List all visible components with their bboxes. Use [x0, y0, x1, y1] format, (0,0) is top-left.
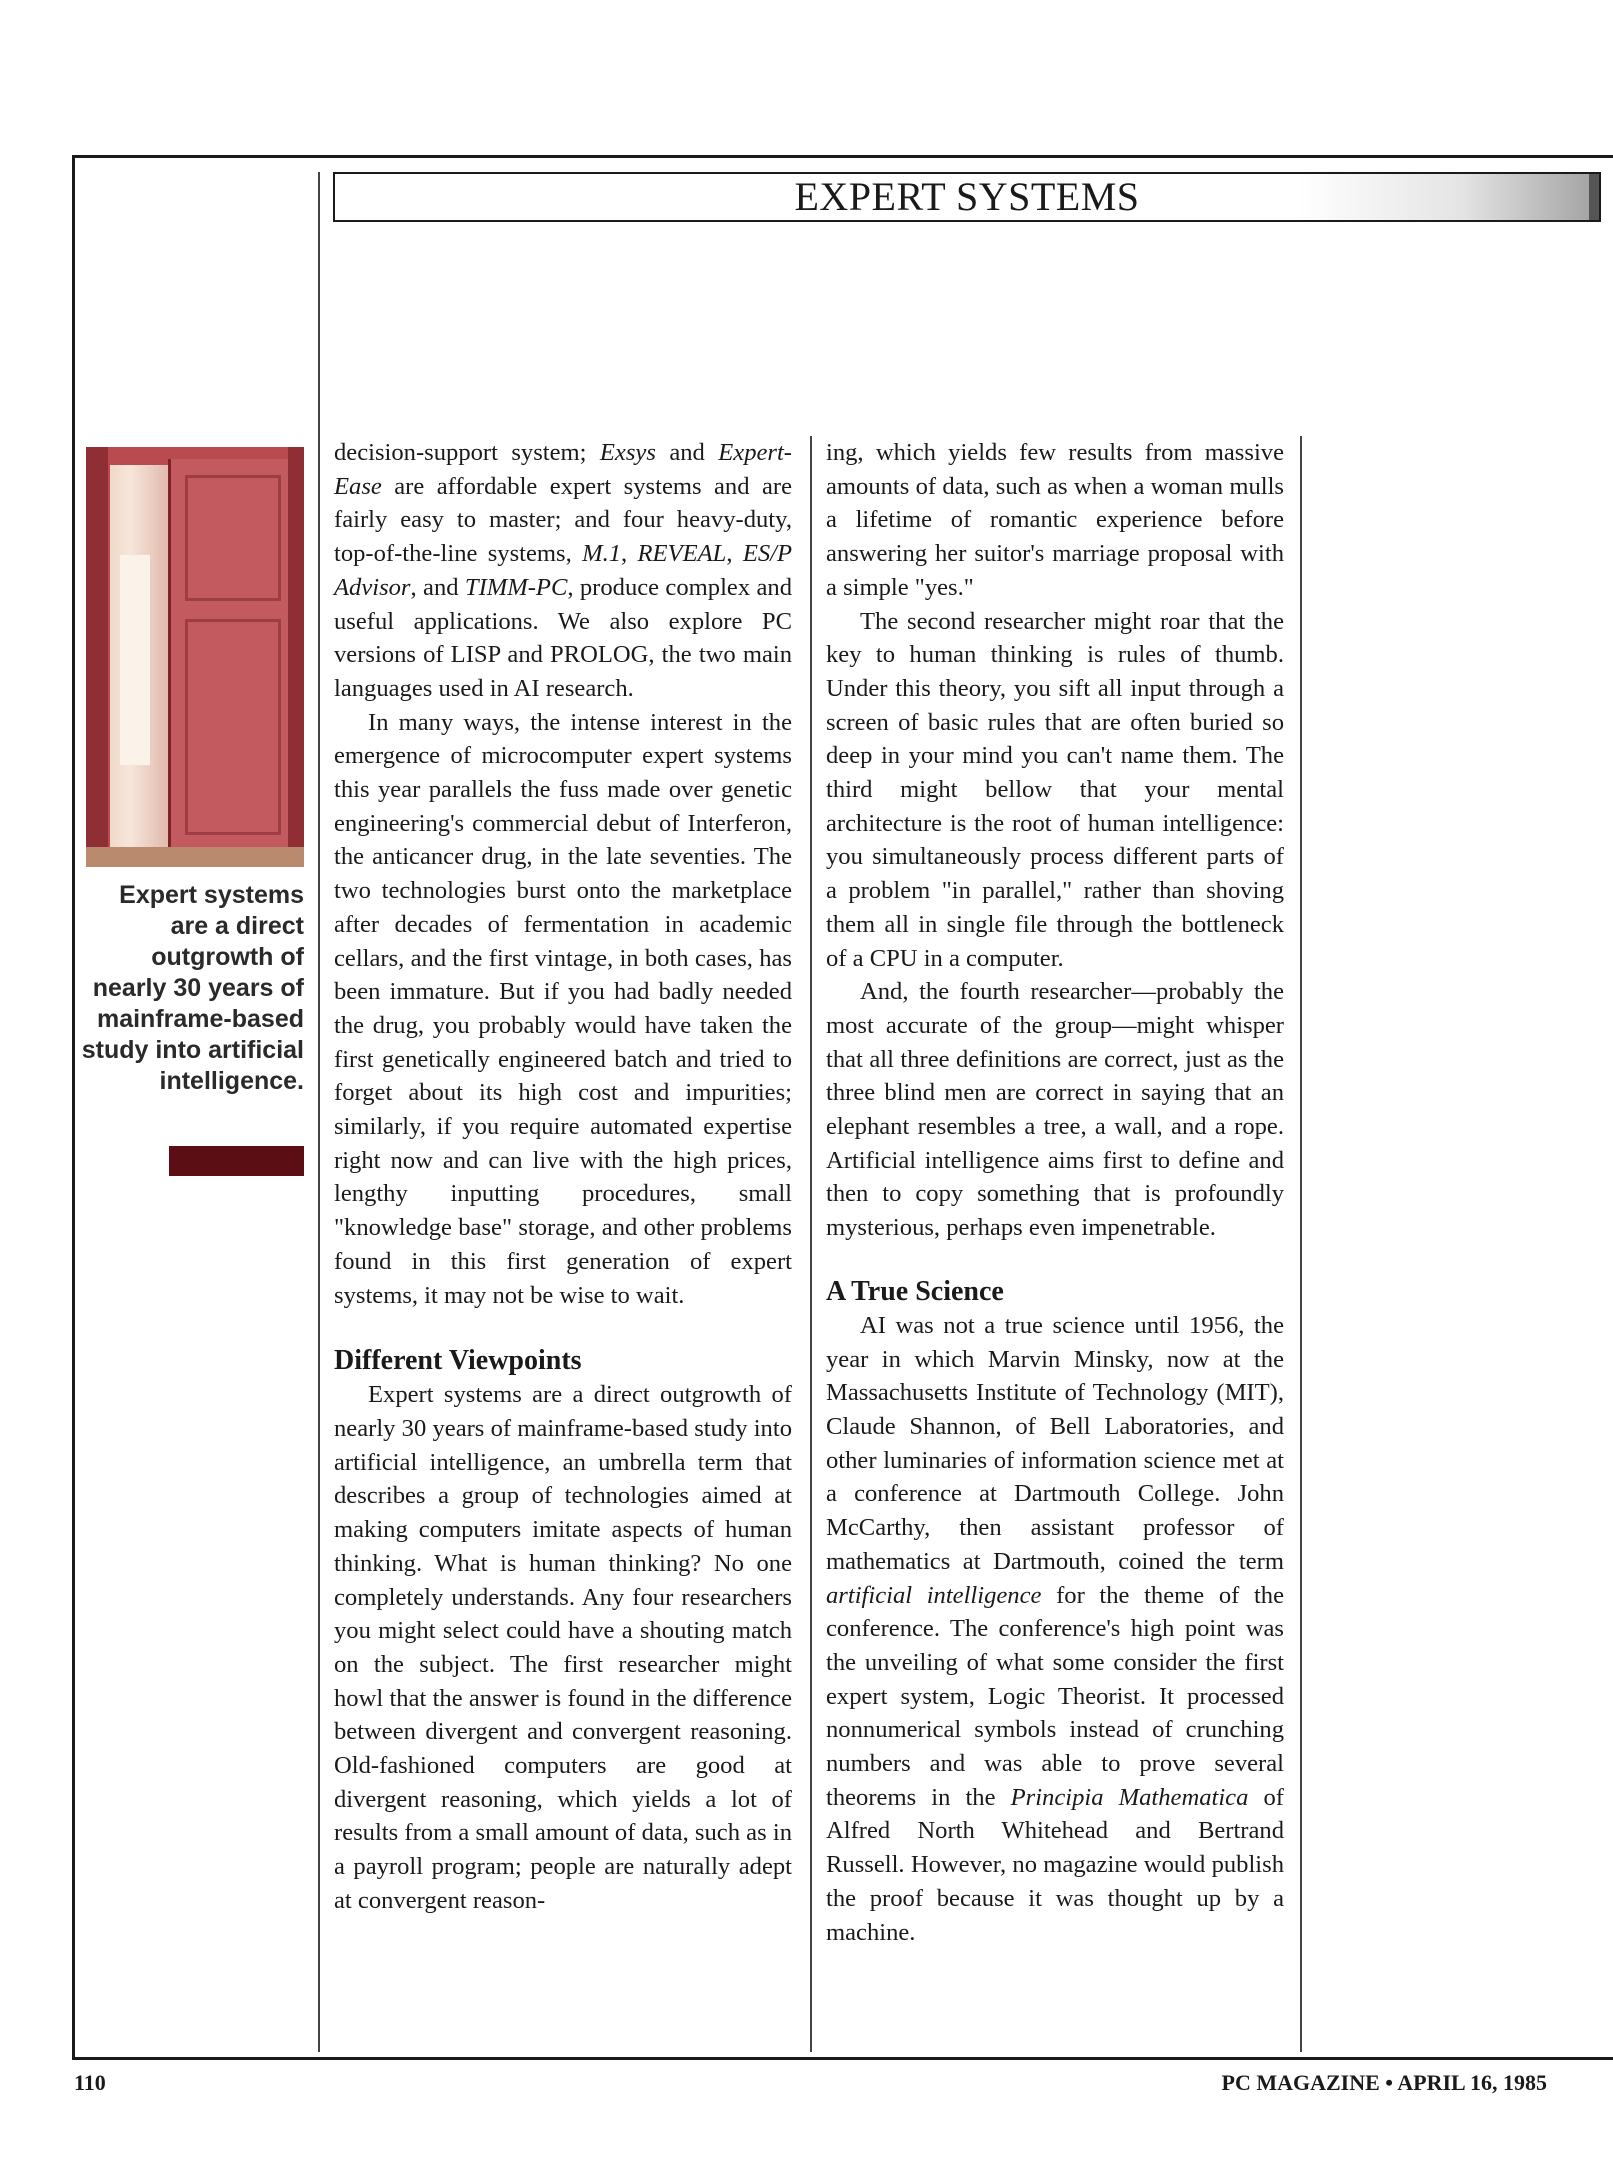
paragraph: decision-support system; Exsys and Expert-Ease are affordable expert systems and are fairly easy to master; and four heavy-duty, top-of-the-line systems, M.1, REVEAL, ES/P Advisor, and TIMM-PC, produce complex and useful applications. We also explore PC versions of LISP and PROLOG, the two main languages used in AI research. — [334, 439, 792, 702]
paragraph: And, the fourth researcher—probably the most accurate of the group—might whisper that all three definitions are correct, just as the three blind men are correct in saying that an elephant resembles a tree, a wall, and a rope. Artificial intelligence aims first to define and then to copy something that is profoundly mysterious, perhaps even impenetrable. — [826, 978, 1284, 1242]
caption-accent-bar — [169, 1146, 304, 1176]
banner-tab — [1589, 174, 1599, 220]
subheading: A True Science — [826, 1275, 1004, 1307]
column-divider — [318, 172, 320, 2052]
page-number: 110 — [74, 2070, 106, 2095]
paragraph: In many ways, the intense interest in the emergence of microcomputer expert systems this year parallels the fuss made over genetic engineering's commercial debut of Interferon, the anticancer drug, in the late seventies. The two technologies burst onto the marketplace after decades of fermentation in academic cellars, and the first vintage, in both cases, has been immature. But if you had badly needed the drug, you probably would have taken the first genetically engineered batch and tried to forget about its high cost and impurities; similarly, if you require automated expertise right now and can live with the high prices, lengthy inputting procedures, small "knowledge base" storage, and other problems found in this first generation of expert systems, it may not be wise to wait. — [334, 708, 792, 1309]
paragraph: The second researcher might roar that the key to human thinking is rules of thumb. Under this theory, you sift all input through a screen of basic rules that are often buried so deep in your mind you can't name them. The third might bellow that your mental architecture is the root of human intelligence: you simultaneously process different parts of a problem "in parallel," rather than shoving them all in single file through the bottleneck of a CPU in a computer. — [826, 607, 1284, 972]
left-rule — [72, 155, 75, 2060]
paragraph: Expert systems are a direct outgrowth of nearly 30 years of mainframe-based study into artificial intelligence, an umbrella term that describes a group of technologies aimed at making computers imitate aspects of human thinking. What is human thinking? No one completely understands. Any four researchers you might select could have a shouting match on the subject. The first researcher might howl that the answer is found in the difference between divergent and convergent reasoning. Old-fashioned computers are good at divergent reasoning, which yields a lot of results from a small amount of data, such as in a payroll program; people are naturally adept at convergent reason- — [334, 1381, 792, 1914]
section-title: EXPERT SYSTEMS — [794, 174, 1140, 219]
article-column-2 — [826, 436, 1284, 1949]
section-banner — [333, 172, 1601, 222]
column-divider — [1300, 436, 1302, 2052]
open-door-photo — [86, 447, 304, 867]
paragraph: ing, which yields few results from massive amounts of data, such as when a woman mulls a lifetime of romantic experience before answering her suitor's marriage proposal with a simple "yes." — [826, 439, 1284, 601]
paragraph: AI was not a true science until 1956, the year in which Marvin Minsky, now at the Massachusetts Institute of Technology (MIT), Claude Shannon, of Bell Laboratories, and other luminaries of information science met at a conference at Dartmouth College. John McCarthy, then assistant professor of mathematics at Dartmouth, coined the term artificial intelligence for the theme of the conference. The conference's high point was the unveiling of what some consider the first expert system, Logic Theorist. It processed nonnumerical symbols instead of crunching numbers and was able to prove several theorems in the Principia Mathematica of Alfred North Whitehead and Bertrand Russell. However, no magazine would publish the proof because it was thought up by a machine. — [826, 1311, 1285, 1946]
bottom-rule — [72, 2057, 1613, 2060]
column-divider — [810, 436, 812, 2052]
publication-line: PC MAGAZINE • APRIL 16, 1985 — [1221, 2070, 1547, 2095]
banner-texture — [1299, 174, 1599, 220]
article-column-1 — [334, 436, 792, 1918]
subheading: Different Viewpoints — [334, 1345, 582, 1377]
photo-caption: Expert systems are a direct outgrowth of nearly 30 years of mainframe-based study into artificial intelligence. — [81, 881, 304, 1095]
top-rule — [72, 155, 1613, 158]
